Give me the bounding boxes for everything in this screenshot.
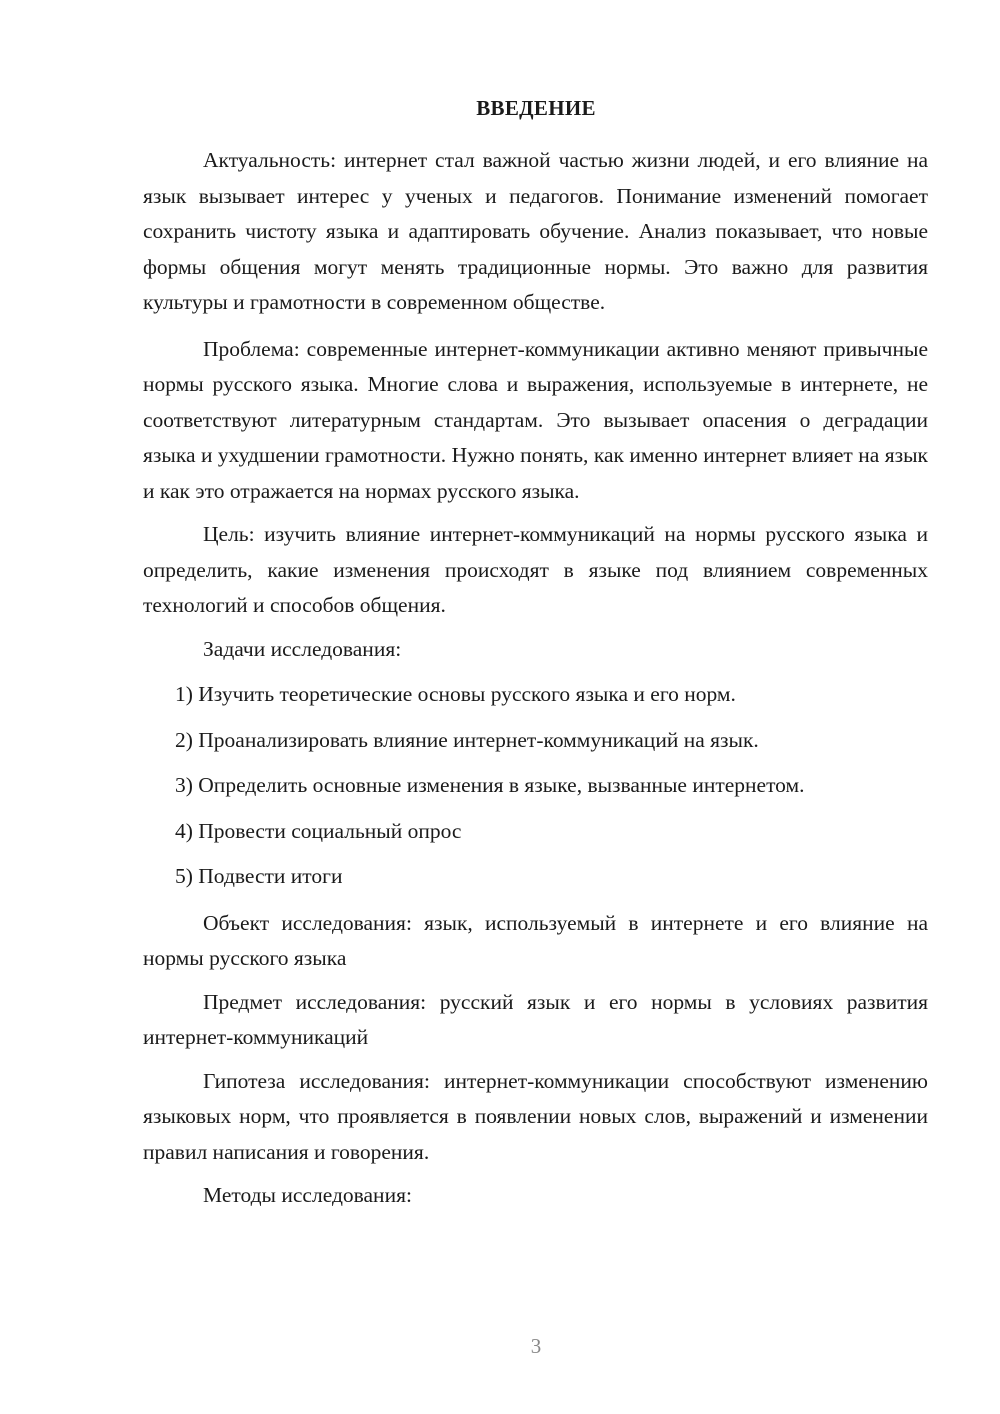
- task-item-1: 1) Изучить теоретические основы русского языка и его норм.: [175, 682, 736, 706]
- task-item-4: 4) Провести социальный опрос: [175, 818, 462, 843]
- goal-paragraph: Цель: изучить влияние интернет-коммуникаций на нормы русского языка и определить, какие изменения происходят в языке под влиянием современных технологий и способов общения.: [143, 522, 928, 617]
- object-paragraph: Объект исследования: язык, используемый в интернете и его влияние на нормы русского языка: [143, 910, 928, 970]
- relevance-paragraph: Актуальность: интернет стал важной частью жизни людей, и его влияние на язык вызывает интерес у ученых и педагогов. Понимание изменений помогает сохранить чистоту языка и адаптировать обучение. Анализ показывает, что новые формы общения могут менять традиционные нормы. Это важно для развития культуры и грамотности в современном обществе.: [143, 148, 928, 314]
- methods-heading: Методы исследования:: [203, 1183, 412, 1207]
- page-title: ВВЕДЕНИЕ: [476, 96, 596, 120]
- page-number: 3: [530, 1334, 542, 1358]
- hypothesis-paragraph: Гипотеза исследования: интернет-коммуникации способствуют изменению языковых норм, что проявляется в появлении новых слов, выражений и изменении правил написания и говорения.: [143, 1068, 928, 1164]
- document-body: [143, 143, 928, 1214]
- subject-paragraph: Предмет исследования: русский язык и его нормы в условиях развития интернет-коммуникаций: [143, 989, 928, 1049]
- tasks-heading: Задачи исследования:: [203, 636, 402, 661]
- task-item-5: 5) Подвести итоги: [175, 864, 343, 888]
- task-item-3: 3) Определить основные изменения в языке, вызванные интернетом.: [175, 773, 805, 797]
- problem-paragraph: Проблема: современные интернет-коммуникации активно меняют привычные нормы русского языка. Многие слова и выражения, используемые в интернете, не соответствуют литературным стандартам. Это вызывает опасения о деградации языка и ухудшении грамотности. Нужно понять, как именно интернет влияет на язык и как это отражается на нормах русского языка.: [143, 336, 928, 503]
- task-item-2: 2) Проанализировать влияние интернет-коммуникаций на язык.: [175, 727, 759, 752]
